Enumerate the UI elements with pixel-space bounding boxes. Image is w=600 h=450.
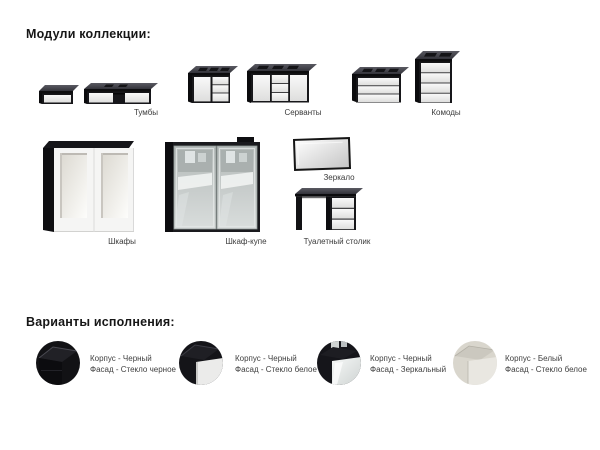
- wardrobe-image: [43, 139, 134, 233]
- module-label-shkaf-kupe: Шкаф-купе: [225, 237, 267, 246]
- variant-text-2: [235, 354, 317, 375]
- module-dressing-table: [295, 187, 363, 231]
- swatch-black-mirror: [317, 341, 361, 385]
- variant-facade-1: Фасад - Стекло черное: [90, 364, 176, 374]
- swatch-white-white-glass: [453, 341, 497, 385]
- module-sideboard-large: [247, 63, 317, 104]
- swatch-black-black-glass: [36, 341, 80, 385]
- variant-body-2: Корпус - Черный: [235, 354, 297, 363]
- dressing-table-image: [295, 187, 363, 231]
- sideboard-small-image: [188, 65, 238, 104]
- variant-text-1: [90, 354, 176, 375]
- module-label-tualetny-stolik: Туалетный столик: [303, 237, 371, 246]
- module-sliding-wardrobe: [165, 137, 261, 233]
- modules-section-title: Модули коллекции:: [26, 27, 151, 41]
- variant-facade-3: Фасад - Зеркальный: [370, 364, 447, 374]
- variant-facade-2: Фасад - Стекло белое: [235, 364, 317, 374]
- dresser-tall-image: [415, 50, 460, 104]
- swatch-black-white-glass-image: [179, 341, 223, 385]
- variant-facade-4: Фасад - Стекло белое: [505, 364, 587, 374]
- module-label-shkafy: Шкафы: [108, 237, 136, 246]
- module-dresser-wide: [352, 66, 409, 103]
- mirror-image: [293, 137, 351, 172]
- variant-body-4: Корпус - Белый: [505, 354, 563, 363]
- module-dresser-tall: [415, 50, 460, 104]
- swatch-black-black-glass-image: [36, 341, 80, 385]
- variant-body-3: Корпус - Черный: [370, 354, 432, 363]
- swatch-black-white-glass: [179, 341, 223, 385]
- module-mirror: [293, 137, 351, 172]
- dresser-wide-image: [352, 66, 409, 103]
- swatch-white-white-glass-image: [453, 341, 497, 385]
- variant-text-3: [370, 354, 446, 375]
- swatch-black-mirror-image: [317, 341, 361, 385]
- module-sideboard-small: [188, 65, 238, 104]
- module-label-zerkalo: Зеркало: [323, 173, 355, 182]
- module-tumba-small: [39, 85, 79, 105]
- tumba-small-image: [39, 85, 79, 105]
- module-wardrobe: [43, 139, 134, 233]
- module-label-komody: Комоды: [431, 108, 461, 117]
- sliding-wardrobe-image: [165, 137, 261, 233]
- sideboard-large-image: [247, 63, 317, 104]
- variant-text-4: [505, 354, 587, 375]
- module-label-servanty: Серванты: [284, 108, 322, 117]
- tv-stand-image: [84, 81, 158, 105]
- module-tv-stand: [84, 81, 158, 105]
- module-label-tumby: Тумбы: [133, 108, 159, 117]
- variants-section-title: Варианты исполнения:: [26, 315, 175, 329]
- variant-body-1: Корпус - Черный: [90, 354, 152, 363]
